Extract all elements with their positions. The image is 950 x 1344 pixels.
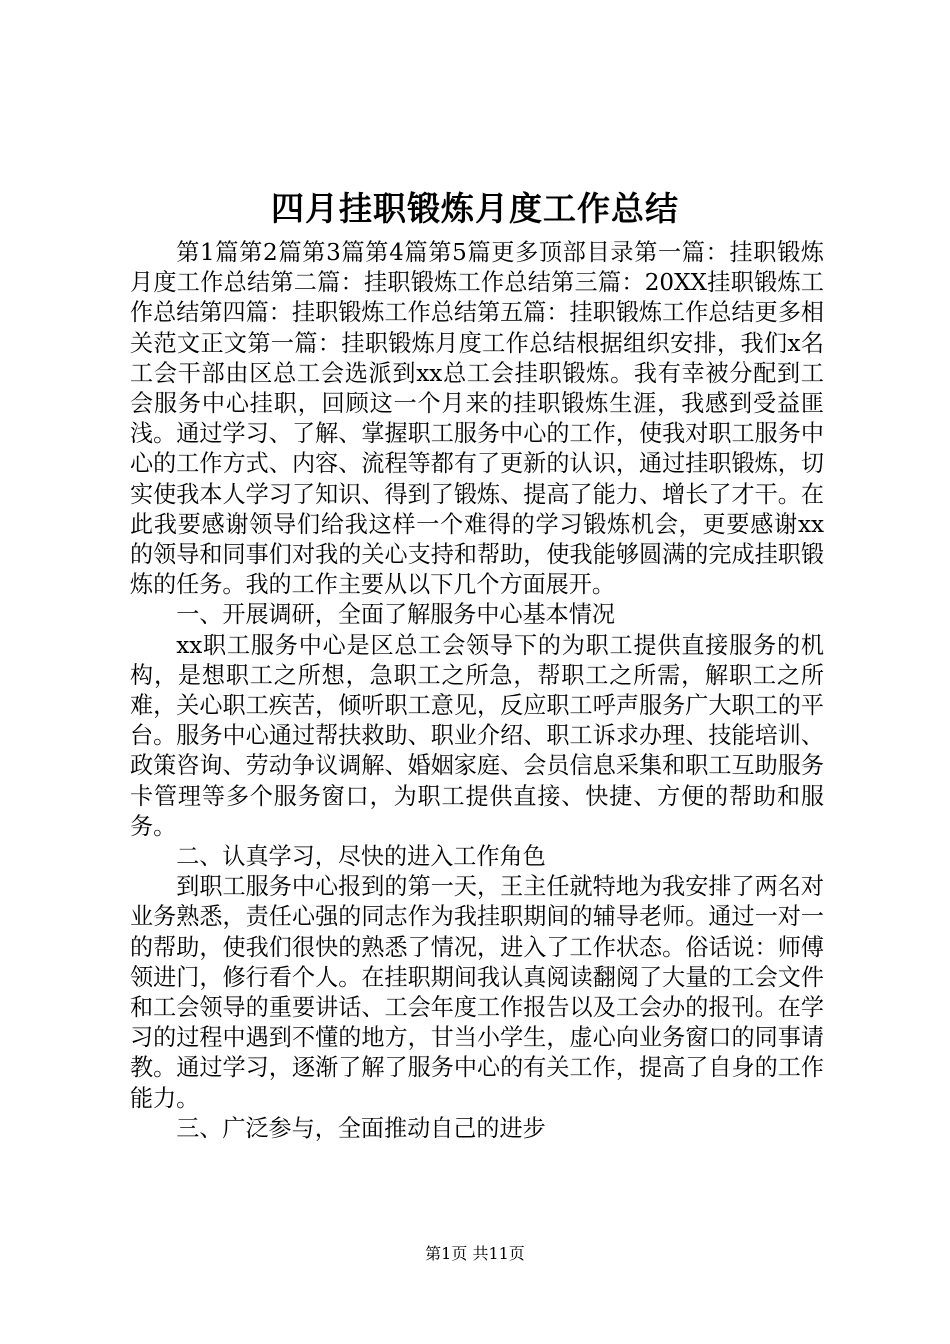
paragraph-intro: 第1篇第2篇第3篇第4篇第5篇更多顶部目录第一篇：挂职锻炼月度工作总结第二篇：挂职锻炼工作总结第三篇：20XX挂职锻炼工作总结第四篇：挂职锻炼工作总结第五篇：挂职锻炼工作总结更多相关范文正文第一篇：挂职锻炼月度工作总结根据组织安排，我们x名工会干部由区总工会选派到xx总工会挂职锻炼。我有幸被分配到工会服务中心挂职，回顾这一个月来的挂职锻炼生涯，我感到受益匪浅。通过学习、了解、掌握职工服务中心的工作，使我对职工服务中心的工作方式、内容、流程等都有了更新的认识，通过挂职锻炼，切实使我本人学习了知识、得到了锻炼、提高了能力、增长了才干。在此我要感谢领导们给我这样一个难得的学习锻炼机会，更要感谢xx的领导和同事们对我的关心支持和帮助，使我能够圆满的完成挂职锻炼的任务。我的工作主要从以下几个方面展开。 bbox=[130, 240, 824, 599]
section-heading-2: 二、认真学习，尽快的进入工作角色 bbox=[176, 844, 546, 871]
document-body bbox=[130, 238, 824, 1144]
document-title: 四月挂职锻炼月度工作总结 bbox=[271, 189, 679, 228]
page-number-footer: 第1页 共11页 bbox=[425, 1244, 525, 1263]
paragraph-section-1: xx职工服务中心是区总工会领导下的为职工提供直接服务的机构，是想职工之所想，急职工之所急，帮职工之所需，解职工之所难，关心职工疾苦，倾听职工意见，反应职工呼声服务广大职工的平台。服务中心通过帮扶救助、职业介绍、职工诉求办理、技能培训、政策咨询、劳动争议调解、婚姻家庭、会员信息采集和职工互助服务卡管理等多个服务窗口，为职工提供直接、快捷、方便的帮助和服务。 bbox=[130, 632, 824, 840]
section-heading-1: 一、开展调研，全面了解服务中心基本情况 bbox=[176, 602, 615, 629]
section-heading-3: 三、广泛参与，全面推动自己的进步 bbox=[176, 1115, 546, 1142]
paragraph-section-2: 到职工服务中心报到的第一天，王主任就特地为我安排了两名对业务熟悉，责任心强的同志作为我挂职期间的辅导老师。通过一对一的帮助，使我们很快的熟悉了情况，进入了工作状态。俗话说：师傅领进门，修行看个人。在挂职期间我认真阅读翻阅了大量的工会文件和工会领导的重要讲话、工会年度工作报告以及工会办的报刊。在学习的过程中遇到不懂的地方，甘当小学生，虚心向业务窗口的同事请教。通过学习，逐渐了解了服务中心的有关工作，提高了自身的工作能力。 bbox=[130, 874, 824, 1112]
